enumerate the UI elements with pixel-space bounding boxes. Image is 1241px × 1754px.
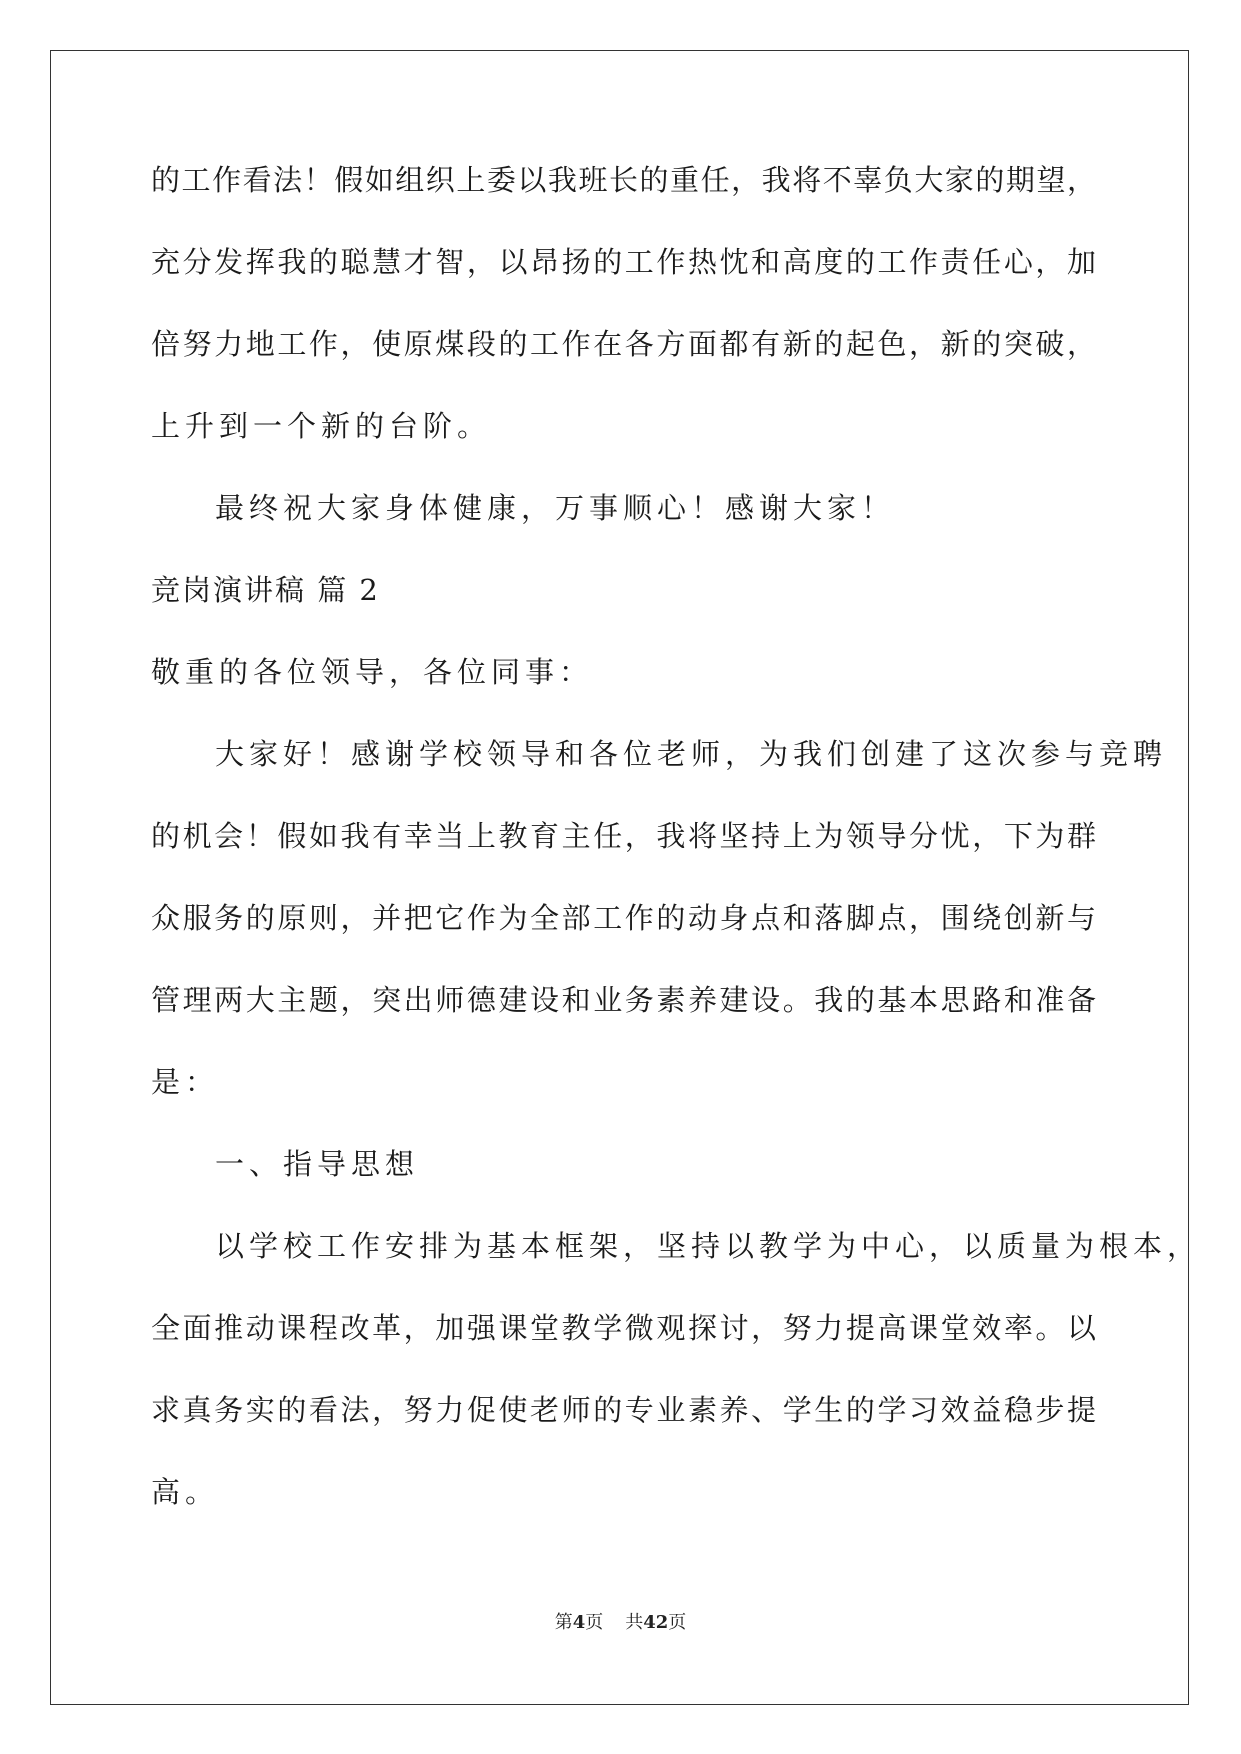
section-heading: 竞岗演讲稿 篇 2 xyxy=(151,573,380,607)
page-number: 4 xyxy=(572,1612,586,1633)
text-line: 众服务的原则，并把它作为全部工作的动身点和落脚点，围绕创新与 xyxy=(151,901,1096,935)
text-line: 是： xyxy=(151,1065,220,1099)
total-prefix: 共 xyxy=(625,1612,644,1633)
text-line: 倍努力地工作，使原煤段的工作在各方面都有新的起色，新的突破， xyxy=(151,327,1096,361)
page-suffix: 页 xyxy=(585,1612,604,1633)
page-footer xyxy=(0,1608,1241,1634)
text-line: 管理两大主题，突出师德建设和业务素养建设。我的基本思路和准备 xyxy=(151,983,1096,1017)
text-line: 大家好！感谢学校领导和各位老师，为我们创建了这次参与竞聘 xyxy=(215,737,1168,771)
text-line: 最终祝大家身体健康，万事顺心！感谢大家！ xyxy=(215,491,896,525)
document-body xyxy=(151,160,1202,1554)
text-line: 的工作看法！假如组织上委以我班长的重任，我将不辜负大家的期望， xyxy=(151,163,1096,197)
page-prefix: 第 xyxy=(554,1612,573,1633)
subheading: 一、指导思想 xyxy=(215,1147,420,1181)
text-line: 上升到一个新的台阶。 xyxy=(151,409,492,443)
text-line: 高。 xyxy=(151,1475,220,1509)
text-line: 以学校工作安排为基本框架，坚持以教学为中心，以质量为根本， xyxy=(215,1229,1202,1263)
text-line: 的机会！假如我有幸当上教育主任，我将坚持上为领导分忧，下为群 xyxy=(151,819,1096,853)
text-line: 充分发挥我的聪慧才智，以昂扬的工作热忱和高度的工作责任心，加 xyxy=(151,245,1096,279)
total-suffix: 页 xyxy=(668,1612,687,1633)
total-pages: 42 xyxy=(643,1612,669,1633)
text-line: 求真务实的看法，努力促使老师的专业素养、学生的学习效益稳步提 xyxy=(151,1393,1096,1427)
salutation: 敬重的各位领导，各位同事： xyxy=(151,655,594,689)
text-line: 全面推动课程改革，加强课堂教学微观探讨，努力提高课堂效率。以 xyxy=(151,1311,1096,1345)
